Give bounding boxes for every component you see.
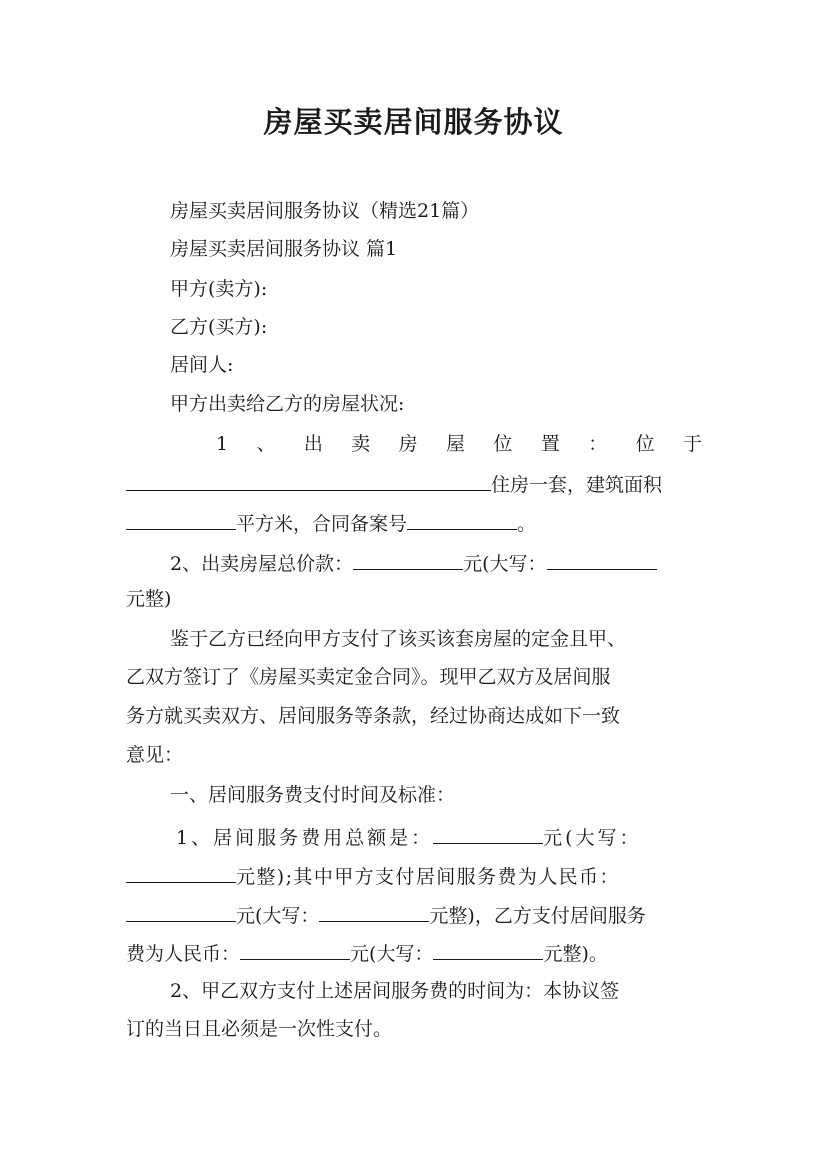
price-blank	[353, 552, 463, 570]
item2-label: 2、出卖房屋总价款：	[170, 553, 354, 575]
item1-token: 房	[398, 433, 418, 455]
item1-token: 位	[493, 433, 513, 455]
fee-line2-text: 元整);其中甲方支付居间服务费为人民币：	[236, 866, 620, 888]
fee-line2	[126, 865, 620, 887]
fee-b-label: 费为人民币：	[126, 943, 241, 965]
broker-label: 居间人:	[170, 354, 234, 376]
section1-heading: 一、居间服务费支付时间及标准：	[170, 784, 456, 806]
location-blank	[126, 473, 491, 491]
para-line2: 乙双方签订了《房屋买卖定金合同》。现甲乙双方及居间服	[126, 666, 611, 688]
item1-line2	[126, 473, 662, 495]
item1-token: 、	[256, 433, 276, 455]
item2-line2: 元整)	[126, 588, 172, 610]
item1-line3-end: 。	[517, 513, 537, 535]
item1-token: 置	[540, 433, 560, 455]
item1-token: 屋	[446, 433, 466, 455]
fee-line1	[176, 826, 642, 848]
fee-line4-end: 元整)。	[543, 943, 608, 965]
document-title: 房屋买卖居间服务协议	[263, 105, 564, 139]
item1-token: 位	[635, 433, 655, 455]
item1-line1	[216, 435, 702, 454]
item1-line2-text: 住房一套，建筑面积	[491, 474, 663, 496]
fee-b-blank	[240, 942, 350, 960]
item1-line3	[126, 512, 536, 534]
fee-total-uppercase-blank	[126, 865, 236, 883]
fee-total-label: 1、居间服务费用总额是：	[176, 827, 434, 849]
fee-a-uppercase-label: 元(大写：	[236, 905, 320, 927]
payment-time-line2: 订的当日且必须是一次性支付。	[126, 1018, 393, 1040]
fee-total-uppercase-label: 元(大写：	[543, 827, 642, 849]
fee-line4	[126, 942, 608, 964]
item1-token: 于	[682, 433, 702, 455]
party-a-label: 甲方(卖方):	[170, 278, 268, 300]
para-line3: 务方就买卖双方、居间服务等条款，经过协商达成如下一致	[126, 705, 621, 727]
item2-line1	[170, 552, 657, 574]
item1-token: 1	[216, 433, 229, 455]
fee-line3	[126, 904, 646, 926]
fee-line3-text: 元整)，乙方支付居间服务	[429, 905, 646, 927]
fee-a-blank	[126, 904, 236, 922]
section-heading: 房屋买卖居间服务协议 篇1	[170, 238, 398, 260]
property-intro: 甲方出卖给乙方的房屋状况:	[170, 393, 405, 415]
para-line4: 意见：	[126, 744, 184, 766]
filing-number-blank	[407, 512, 517, 530]
fee-total-blank	[433, 826, 543, 844]
fee-a-uppercase-blank	[319, 904, 429, 922]
item1-token: ：	[588, 433, 608, 455]
subtitle: 房屋买卖居间服务协议（精选21篇）	[170, 200, 480, 222]
price-uppercase-blank	[547, 552, 657, 570]
item1-token: 出	[303, 433, 323, 455]
item1-line3-text: 平方米，合同备案号	[236, 513, 408, 535]
item2-uppercase-label: 元(大写：	[463, 553, 547, 575]
party-b-label: 乙方(买方):	[170, 316, 268, 338]
payment-time-line1: 2、甲乙双方支付上述居间服务费的时间为：本协议签	[170, 980, 620, 1002]
area-blank	[126, 512, 236, 530]
para-line1: 鉴于乙方已经向甲方支付了该买该套房屋的定金且甲、	[170, 628, 627, 650]
fee-b-uppercase-blank	[433, 942, 543, 960]
fee-b-uppercase-label: 元(大写：	[350, 943, 434, 965]
item1-token: 卖	[351, 433, 371, 455]
